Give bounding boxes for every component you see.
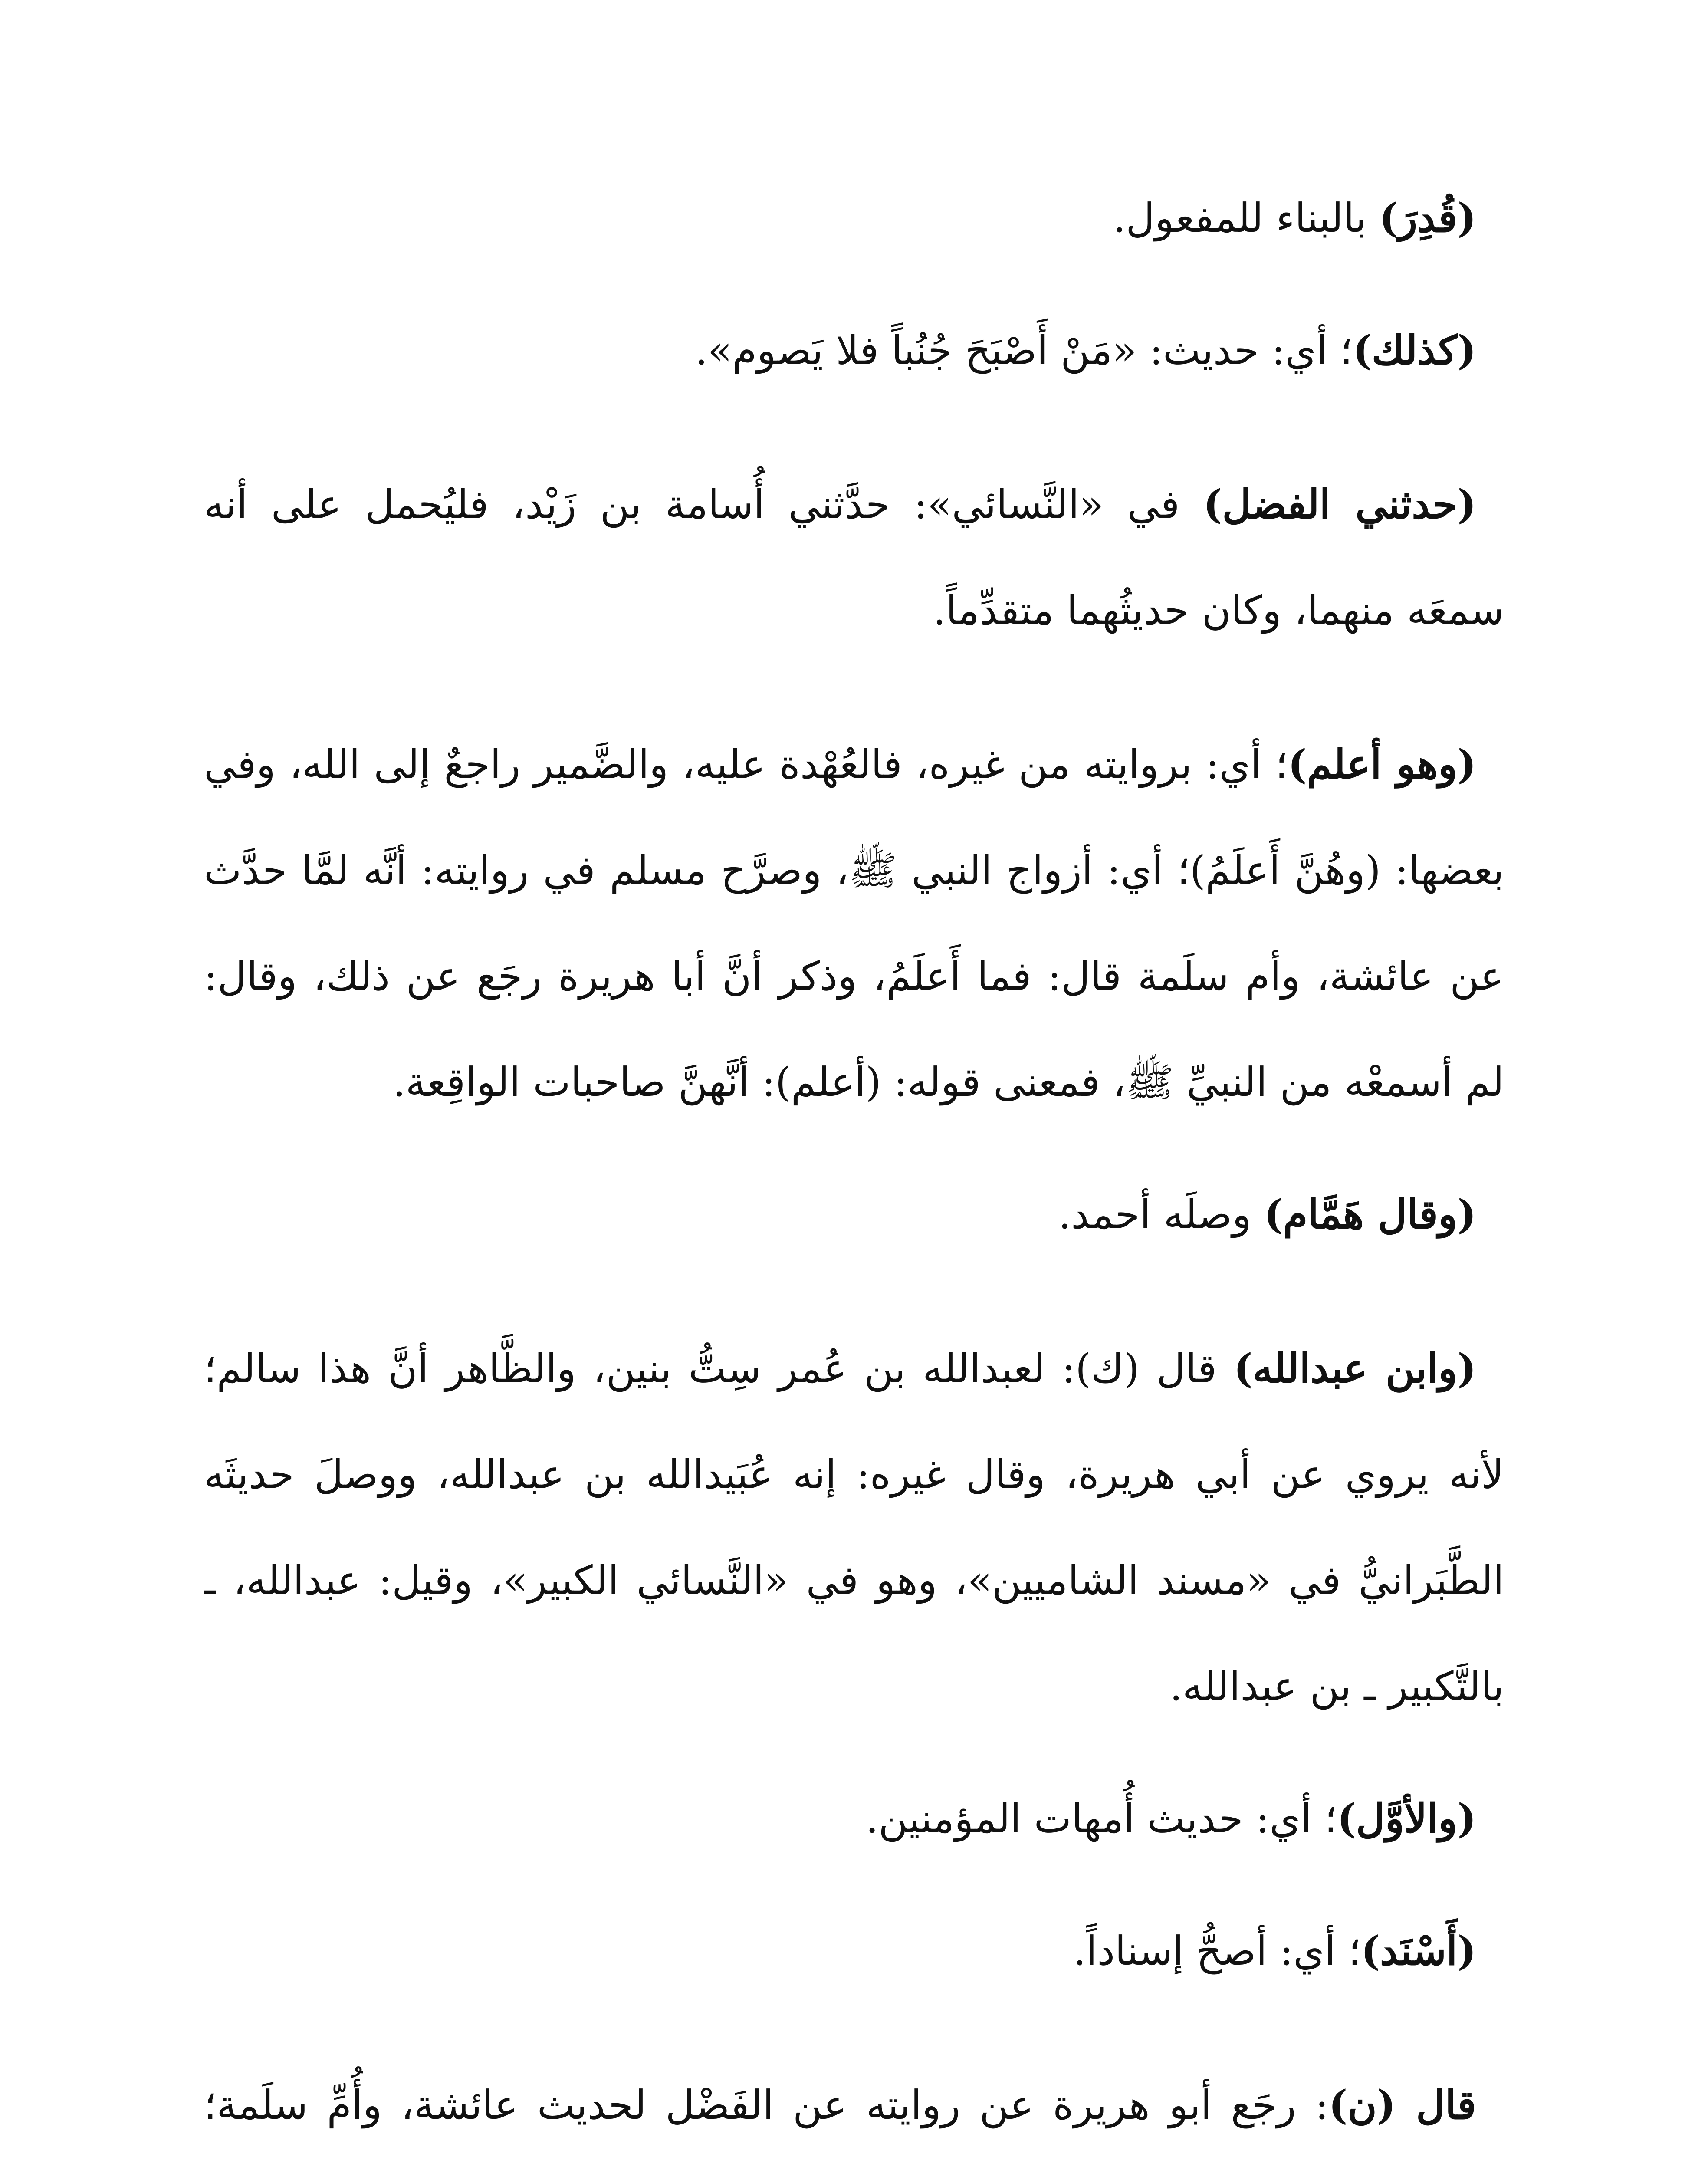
paragraph-text: بالبناء للمفعول. [1113, 195, 1380, 241]
paragraph-text: ؛ أي: بروايته من غيره، فالعُهْدة عليه، والضَّمير راجعٌ إلى الله، وفي بعضها: (وهُنَّ أَعلَمُ)؛ أي: أزواج النبي ﷺ، وصرَّح مسلم في روايته: أنَّه لمَّا حدَّث عن عائشة، وأم سلَمة قال: فما أَعلَمُ، وذكر أنَّ أبا هريرة رجَع عن ذلك، وقال: لم أسمعْه من النبيِّ ﷺ، فمعنى قوله: (أعلم): أنَّهنَّ صاحبات الواقِعة. [204, 741, 1504, 1105]
paragraph-keyword: (وهو أعلم) [1288, 741, 1476, 788]
paragraph-keyword: (والأوَّل) [1337, 1795, 1476, 1842]
paragraph-qudira [204, 165, 1504, 271]
paragraph-wahuwa-alam [204, 711, 1504, 1135]
paragraph-qala-nun [204, 2052, 1504, 2170]
paragraph-text: ؛ أي: حديث: «مَنْ أَصْبَحَ جُنُباً فلا يَصوم». [695, 327, 1353, 374]
paragraph-text: قال (ك): لعبدالله بن عُمر سِتُّ بنين، والظَّاهر أنَّ هذا سالم؛ لأنه يروي عن أبي هريرة، وقال غيره: إنه عُبَيدالله بن عبدالله، ووصلَ حديثَه الطَّبَرانيُّ في «مسند الشاميين»، وهو في «النَّسائي الكبير»، وقيل: عبدالله، ـ بالتَّكبير ـ بن عبدالله. [204, 1345, 1504, 1710]
paragraph-text: في «النَّسائي»: حدَّثني أُسامة بن زَيْد، فليُحمل على أنه سمعَه منهما، وكان حديثُهما متقدِّماً. [204, 481, 1504, 634]
paragraph-ibn-abdullah [204, 1315, 1504, 1739]
paragraph-keyword: قال (ن) [1328, 2081, 1476, 2128]
paragraph-keyword: (كذلك) [1353, 327, 1476, 374]
paragraph-keyword: (وقال هَمَّام) [1264, 1191, 1476, 1238]
paragraph-text: وصلَه أحمد. [1058, 1191, 1264, 1238]
paragraph-keyword: (حدثني الفضل) [1203, 481, 1476, 528]
body-text [204, 165, 1504, 2170]
paragraph-asnad [204, 1898, 1504, 2004]
paragraph-haddathani-alfadl [204, 451, 1504, 664]
paragraph-text: ؛ أي: حديث أُمهات المؤمنين. [866, 1795, 1337, 1842]
paragraph-text: : رجَع أبو هريرة عن روايته عن الفَضْل لحديث عائشة، وأُمِّ سلَمة؛ [204, 2082, 1329, 2128]
paragraph-alawwal [204, 1766, 1504, 1872]
paragraph-keyword: (أَسْنَد) [1361, 1927, 1476, 1974]
paragraph-text: ؛ أي: أصحُّ إسناداً. [1073, 1928, 1361, 1974]
paragraph-keyword: (قُدِرَ) [1379, 194, 1476, 241]
paragraph-kadhalika [204, 297, 1504, 404]
paragraph-keyword: (وابن عبدالله) [1234, 1345, 1476, 1392]
paragraph-qala-hammam [204, 1161, 1504, 1268]
